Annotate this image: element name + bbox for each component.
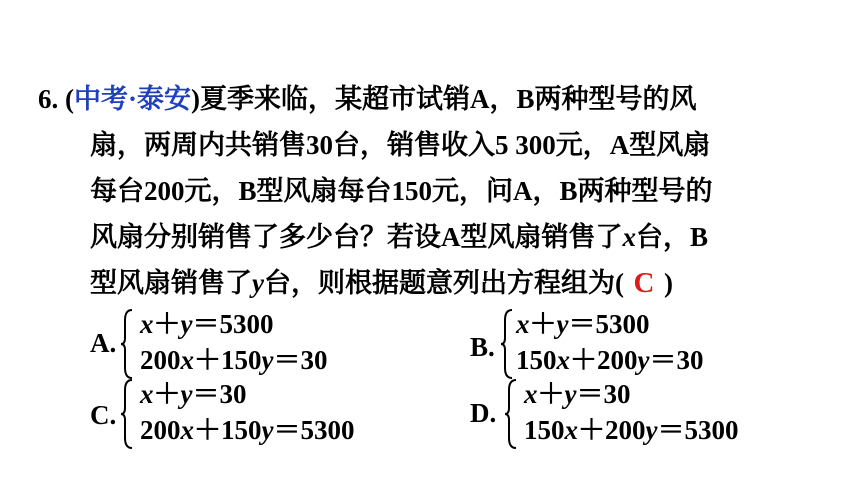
variable-y: y — [252, 268, 264, 298]
brace-icon — [500, 308, 514, 380]
question-text-3: 每台200元，B型风扇每台150元，问A，B两种型号的 — [90, 176, 713, 206]
equation-2: 200x＋150y＝5300 — [140, 415, 355, 445]
option-b — [470, 308, 810, 388]
equation-1: x＋y＝30 — [524, 379, 631, 409]
question-source: 中考·泰安 — [74, 84, 192, 114]
question-text-7: 台，则根据题意列出方程组为( — [263, 268, 624, 298]
equation-1: x＋y＝30 — [140, 379, 247, 409]
equation-2: 150x＋200y＝30 — [516, 345, 704, 375]
brace-icon — [504, 378, 518, 450]
option-label: C. — [90, 400, 117, 430]
equation-2: 200x＋150y＝30 — [140, 345, 328, 375]
question-block — [38, 76, 828, 306]
question-line-2 — [38, 122, 828, 168]
close-paren: ) — [663, 268, 673, 298]
option-label: A. — [90, 328, 117, 358]
question-line-3 — [38, 168, 828, 214]
question-line-4 — [38, 214, 828, 260]
equation-2: 150x＋200y＝5300 — [524, 415, 739, 445]
option-c — [90, 378, 430, 458]
option-label: D. — [470, 398, 497, 428]
variable-x: x — [622, 222, 636, 252]
question-text-4: 风扇分别销售了多少台？若设A型风扇销售了 — [90, 222, 623, 252]
question-text-2: 扇，两周内共销售30台，销售收入5 300元，A型风扇 — [90, 130, 711, 160]
question-line-1: 6. (中考·泰安)夏季来临，某超市试销A，B两种型号的风 — [38, 84, 697, 114]
question-number: 6. — [38, 84, 59, 114]
answer-choice: C — [633, 267, 655, 299]
question-line-5 — [38, 260, 828, 306]
brace-icon — [120, 378, 134, 450]
option-label: B. — [470, 332, 495, 362]
question-text-1: 夏季来临，某超市试销A，B两种型号的风 — [200, 84, 697, 114]
question-text-6: 型风扇销售了 — [90, 268, 252, 298]
question-text-5: 台，B — [636, 222, 709, 252]
brace-icon — [120, 308, 134, 380]
equation-1: x＋y＝5300 — [516, 309, 650, 339]
equation-1: x＋y＝5300 — [140, 309, 274, 339]
option-d — [470, 378, 810, 458]
